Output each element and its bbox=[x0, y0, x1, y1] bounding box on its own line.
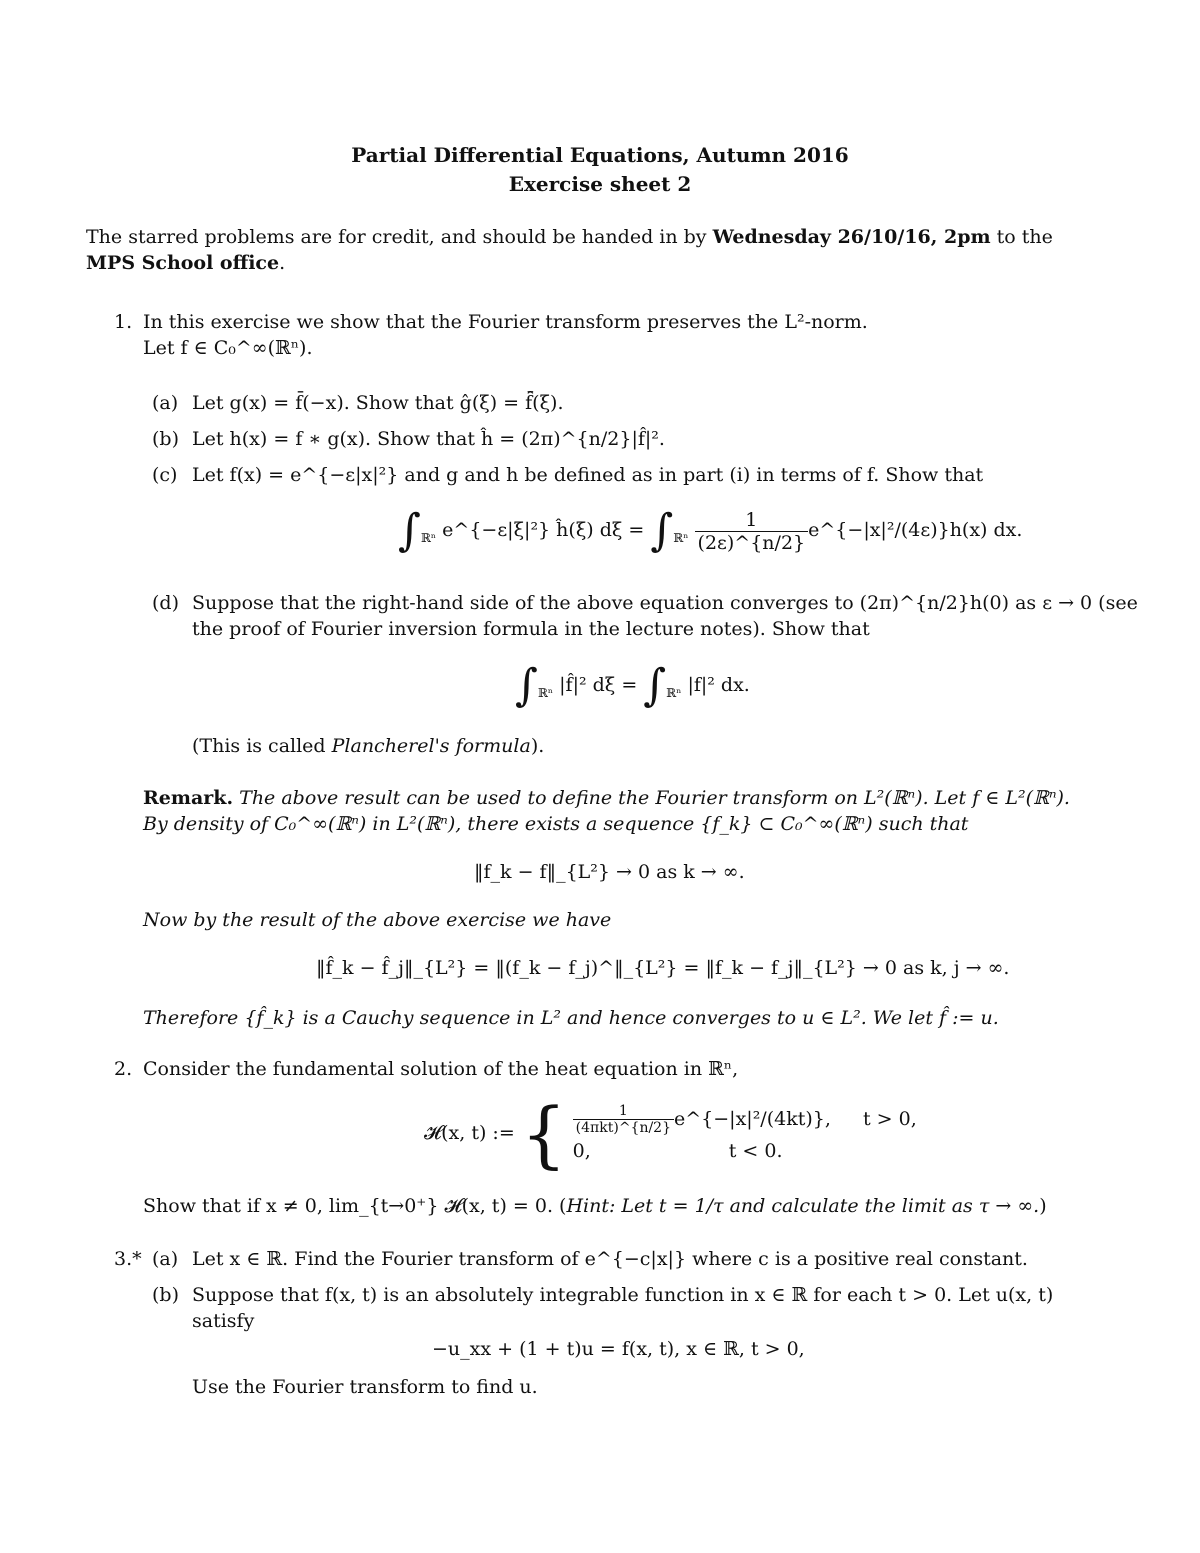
case-2-value: 0, bbox=[572, 1140, 591, 1163]
left-brace: { bbox=[520, 1092, 567, 1176]
problem-1d-text-2: the proof of Fourier inversion formula in the lecture notes). Show that bbox=[192, 618, 870, 640]
problem-3a-label: (a) bbox=[152, 1248, 179, 1270]
equation-rhs: e^{−|x|²/(4ε)}h(x) dx. bbox=[808, 519, 1023, 541]
case-2 bbox=[573, 1136, 917, 1166]
case-2-condition: t < 0. bbox=[728, 1140, 783, 1163]
problem-3b-equation: −u_xx + (1 + t)u = f(x, t), x ∈ ℝ, t > 0, bbox=[432, 1338, 805, 1360]
problem-1c-label: (c) bbox=[152, 464, 178, 486]
line2-post: ) bbox=[1039, 1195, 1047, 1217]
integral-sign: ∫ bbox=[398, 505, 421, 556]
remark-line-3: Now by the result of the above exercise we have bbox=[143, 909, 612, 931]
plancherel-rhs: |f|² dx. bbox=[687, 674, 750, 696]
remark-line-4: Therefore {f̂_k} is a Cauchy sequence in L² and hence converges to u ∈ L². We let f̂ := u. bbox=[143, 1007, 999, 1029]
problem-1b-label: (b) bbox=[152, 428, 179, 450]
problem-2-line-2 bbox=[143, 1193, 1047, 1219]
heat-kernel-lhs: 𝓗(x, t) := bbox=[424, 1122, 515, 1144]
page-title: Partial Differential Equations, Autumn 2016 bbox=[351, 143, 849, 167]
case-1-condition: t > 0, bbox=[863, 1107, 917, 1130]
remark-text-1: The above result can be used to define the Fourier transform on L²(ℝⁿ). Let f ∈ L²(ℝⁿ). bbox=[239, 787, 1070, 809]
intro-text-2: to the bbox=[990, 226, 1053, 248]
fraction-denominator: (2ε)^{n/2} bbox=[697, 531, 806, 554]
intro-line-1 bbox=[86, 224, 1053, 250]
equation-lhs: e^{−ε|ξ|²} ĥ(ξ) dξ = bbox=[442, 519, 645, 541]
plancherel-equation bbox=[515, 660, 750, 718]
page-subtitle: Exercise sheet 2 bbox=[508, 172, 692, 196]
fraction-numerator: 1 bbox=[695, 509, 809, 532]
plancherel-note bbox=[192, 733, 544, 759]
problem-1b-text: Let h(x) = f ∗ g(x). Show that ĥ = (2π)^{n/2}|f̂|². bbox=[192, 428, 665, 450]
problem-1a-text: Let g(x) = f̄(−x). Show that ĝ(ξ) = f̂̄(ξ). bbox=[192, 392, 564, 414]
integral-sign: ∫ bbox=[650, 505, 674, 556]
cases bbox=[573, 1102, 917, 1167]
problem-3-number: 3.* bbox=[114, 1248, 142, 1270]
problem-1-line-1: In this exercise we show that the Fourier transform preserves the L²-norm. bbox=[143, 311, 868, 333]
case-1 bbox=[573, 1102, 917, 1137]
problem-3b-label: (b) bbox=[152, 1284, 179, 1306]
problem-1d-label: (d) bbox=[152, 592, 179, 614]
heat-kernel-definition bbox=[424, 1092, 917, 1176]
remark-label: Remark. bbox=[143, 787, 234, 809]
integral-sign: ∫ bbox=[515, 660, 538, 711]
problem-3b-text-1: Suppose that f(x, t) is an absolutely integrable function in x ∈ ℝ for each t > 0. Let u(x, t) bbox=[192, 1284, 1054, 1306]
hint-text: Hint: Let t = 1/τ and calculate the limit as τ → ∞. bbox=[566, 1195, 1040, 1217]
fraction bbox=[695, 509, 809, 554]
deadline: Wednesday 26/10/16, 2pm bbox=[712, 226, 991, 248]
case-1-numerator: 1 bbox=[573, 1103, 674, 1120]
problem-1c-equation bbox=[398, 505, 1022, 563]
integral-domain: ℝⁿ bbox=[420, 531, 437, 545]
remark-equation-1: ‖f_k − f‖_{L²} → 0 as k → ∞. bbox=[474, 861, 745, 883]
integral-domain: ℝⁿ bbox=[537, 686, 554, 700]
problem-1-line-2: Let f ∈ C₀^∞(ℝⁿ). bbox=[143, 337, 313, 359]
case-1-exponential: e^{−|x|²/(4kt)}, bbox=[674, 1107, 831, 1130]
remark-line-2: By density of C₀^∞(ℝⁿ) in L²(ℝⁿ), there exists a sequence {f_k} ⊂ C₀^∞(ℝⁿ) such that bbox=[143, 813, 969, 835]
intro-text-1: The starred problems are for credit, and should be handed in by bbox=[86, 226, 713, 248]
problem-1d-text-1: Suppose that the right-hand side of the above equation converges to (2π)^{n/2}h(0) as ε → 0 (see bbox=[192, 592, 1138, 614]
integral-domain: ℝⁿ bbox=[673, 531, 689, 545]
note-post: ). bbox=[530, 735, 545, 757]
problem-1c-text: Let f(x) = e^{−ε|x|²} and g and h be defined as in part (i) in terms of f. Show that bbox=[192, 464, 984, 486]
problem-1a-label: (a) bbox=[152, 392, 179, 414]
remark-line-1 bbox=[143, 785, 1070, 811]
problem-2-line-1: Consider the fundamental solution of the heat equation in ℝⁿ, bbox=[143, 1058, 739, 1080]
line2-pre: Show that if x ≠ 0, lim_{t→0⁺} 𝓗(x, t) = 0. ( bbox=[143, 1195, 567, 1217]
integral-sign: ∫ bbox=[643, 660, 667, 711]
plancherel-lhs: |f̂|² dξ = bbox=[559, 674, 638, 696]
problem-2-number: 2. bbox=[114, 1058, 133, 1080]
problem-1-number: 1. bbox=[114, 311, 133, 333]
note-italic: Plancherel's formula bbox=[331, 735, 531, 757]
integral-domain: ℝⁿ bbox=[666, 686, 682, 700]
note-pre: (This is called bbox=[192, 735, 332, 757]
intro-text-3: . bbox=[279, 252, 286, 274]
case-1-denominator: (4πkt)^{n/2} bbox=[575, 1120, 671, 1137]
remark-equation-2: ‖f̂_k − f̂_j‖_{L²} = ‖(f_k − f_j)^‖_{L²} = ‖f_k − f_j‖_{L²} → 0 as k, j → ∞. bbox=[316, 957, 1010, 979]
problem-3b-text-2: satisfy bbox=[192, 1310, 255, 1332]
problem-3a-text: Let x ∈ ℝ. Find the Fourier transform of e^{−c|x|} where c is a positive real constant. bbox=[192, 1248, 1028, 1270]
problem-3b-text-3: Use the Fourier transform to find u. bbox=[192, 1376, 538, 1398]
intro-line-2 bbox=[86, 250, 285, 276]
office: MPS School office bbox=[86, 252, 280, 274]
case-1-fraction bbox=[573, 1103, 674, 1136]
